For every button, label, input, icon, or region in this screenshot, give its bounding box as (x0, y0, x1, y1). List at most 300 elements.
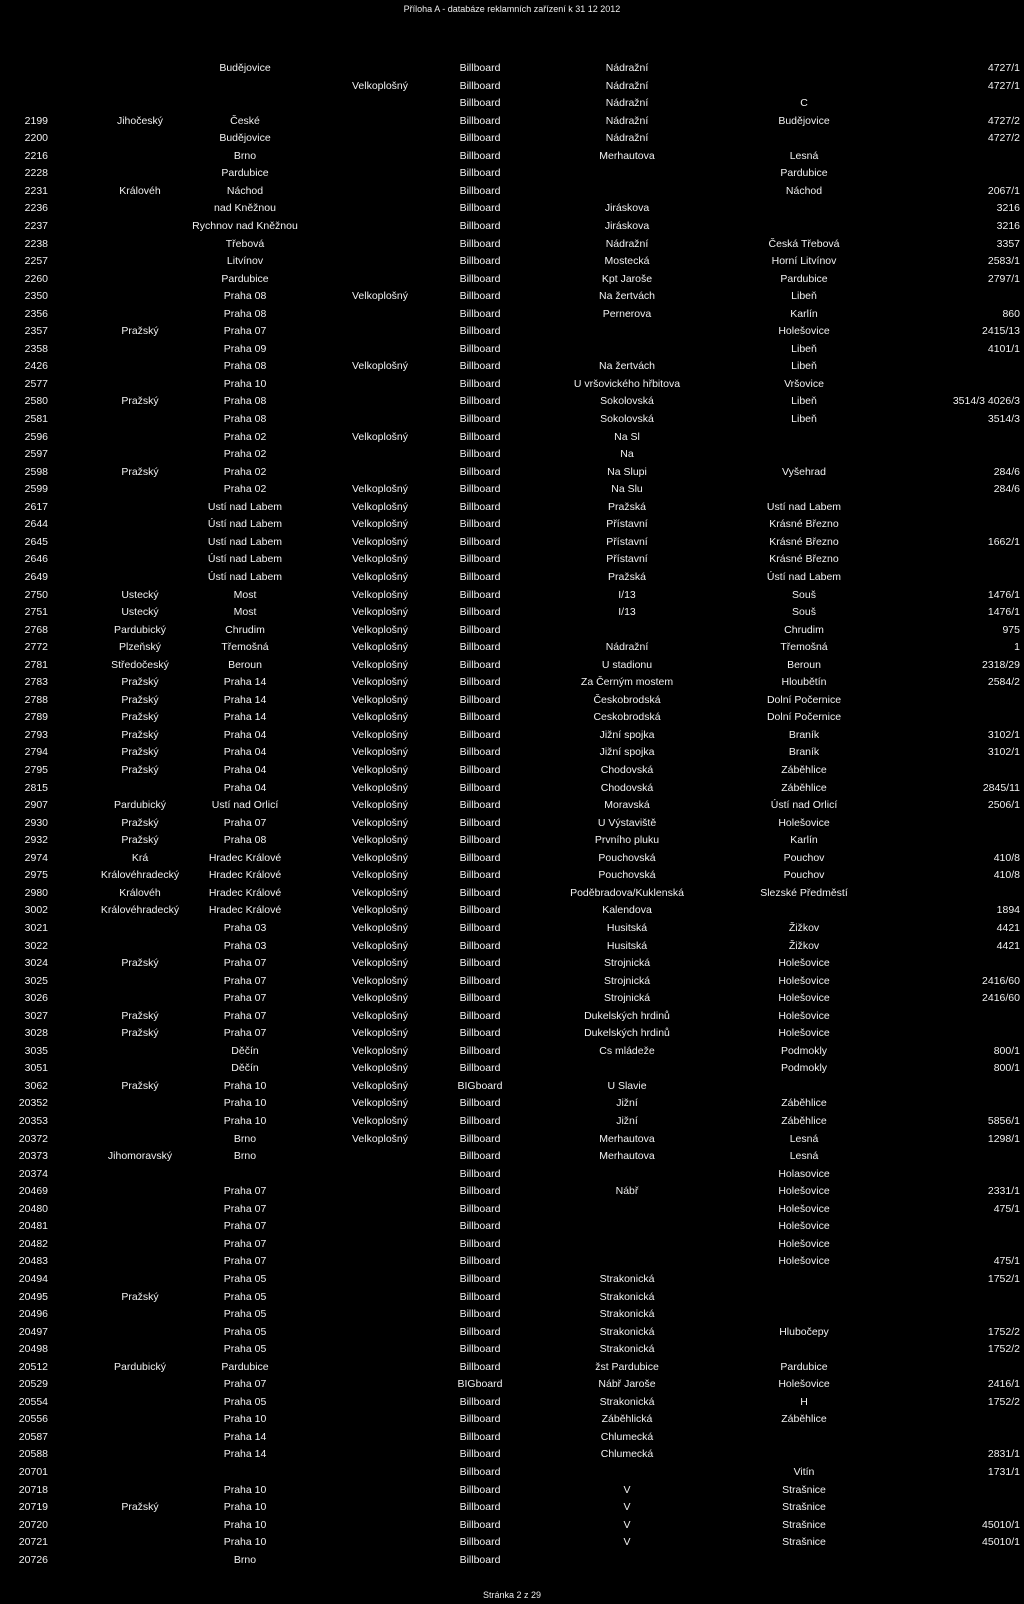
cell-parcel-number: 3216 (996, 202, 1020, 215)
cell-device-type: Billboard (459, 764, 501, 776)
cell-street: Jižní spojka (599, 728, 655, 741)
cell-city: Praha 10 (223, 1115, 267, 1127)
cell-size-type: Velkoplošný (351, 816, 409, 829)
cell-district: Holešovice (778, 957, 830, 970)
cell-device-type: Billboard (459, 957, 501, 970)
cell-region: Pražský (121, 728, 159, 741)
cell-device-type: Billboard (459, 799, 501, 812)
cell-city: Praha 07 (223, 1255, 267, 1268)
cell-size-type: Velkoplošný (351, 799, 409, 812)
cell-city: Praha 07 (223, 1378, 267, 1391)
cell-district: Ustí nad Labem (766, 500, 842, 513)
cell-row-id: 2228 (24, 167, 48, 180)
cell-region: Pražský (121, 395, 159, 408)
cell-city: Praha 09 (223, 342, 267, 355)
cell-district: Holešovice (778, 974, 830, 987)
cell-street: Pernerova (602, 307, 652, 320)
cell-row-id: 2356 (24, 307, 48, 320)
cell-device-type: Billboard (459, 781, 501, 794)
cell-device-type: Billboard (459, 395, 501, 408)
cell-size-type: Velkoplošný (351, 869, 409, 882)
cell-district: Lesná (789, 149, 819, 162)
cell-district: Dolní Počernice (766, 693, 842, 706)
cell-device-type: BIGboard (457, 1079, 503, 1092)
cell-city: Brno (233, 149, 257, 162)
cell-device-type: Billboard (459, 237, 501, 250)
cell-city: Praha 10 (223, 1518, 267, 1531)
cell-street: V (623, 1483, 631, 1496)
cell-parcel-number: 975 (1002, 623, 1020, 636)
cell-device-type: Billboard (459, 1430, 501, 1443)
cell-row-id: 3022 (24, 939, 48, 952)
cell-street: V (623, 1518, 631, 1531)
cell-size-type: Velkoplošný (351, 921, 409, 934)
cell-street: Kpt Jaroše (601, 272, 653, 285)
cell-row-id: 20497 (18, 1325, 48, 1338)
cell-parcel-number: 4421 (996, 921, 1020, 934)
cell-device-type: Billboard (459, 1448, 501, 1461)
cell-region: Pražský (121, 1027, 159, 1040)
cell-row-id: 20494 (18, 1272, 48, 1285)
cell-parcel-number: 284/6 (993, 465, 1020, 478)
cell-device-type: Billboard (459, 1483, 501, 1496)
cell-row-id: 20587 (18, 1430, 48, 1443)
cell-device-type: Billboard (459, 184, 501, 197)
cell-street: Nádražní (605, 114, 649, 127)
cell-device-type: Billboard (459, 535, 501, 548)
cell-parcel-number: 3102/1 (987, 746, 1020, 759)
cell-row-id: 2645 (24, 535, 48, 548)
cell-city: Brno (233, 1553, 257, 1566)
cell-street: V (623, 1501, 631, 1514)
cell-city: Třemošná (221, 641, 269, 654)
cell-region: Královéhradecký (100, 904, 180, 917)
cell-city: Děčín (231, 1044, 259, 1057)
cell-district: Holešovice (778, 1185, 830, 1198)
cell-street: Strakonická (599, 1308, 655, 1321)
cell-row-id: 20481 (18, 1220, 48, 1233)
cell-street: Dukelských hrdinů (584, 1009, 670, 1022)
cell-device-type: Billboard (459, 149, 501, 162)
cell-size-type: Velkoplošný (351, 904, 409, 917)
cell-row-id: 2236 (24, 202, 48, 215)
cell-city: Praha 10 (223, 1536, 267, 1549)
cell-device-type: Billboard (459, 114, 501, 127)
cell-city: Praha 08 (223, 834, 267, 847)
cell-district: Třemošná (780, 641, 828, 654)
cell-row-id: 2358 (24, 342, 48, 355)
cell-parcel-number: 1 (1014, 641, 1020, 654)
cell-row-id: 20721 (18, 1536, 48, 1549)
cell-row-id: 2357 (24, 325, 48, 338)
cell-city: Most (233, 588, 257, 601)
cell-district: Holešovice (778, 1027, 830, 1040)
cell-row-id: 3035 (24, 1044, 48, 1057)
cell-city: Praha 10 (223, 1097, 267, 1110)
cell-street: Na Slupi (607, 465, 647, 478)
cell-parcel-number: 4727/1 (987, 62, 1020, 74)
cell-city: Praha 14 (223, 711, 267, 724)
cell-device-type: Billboard (459, 1272, 501, 1285)
cell-row-id: 2199 (24, 114, 48, 127)
cell-row-id: 3026 (24, 992, 48, 1005)
cell-district: Holešovice (778, 1009, 830, 1022)
cell-size-type: Velkoplošný (351, 939, 409, 952)
cell-street: Nádražní (605, 62, 649, 74)
cell-street: Moravská (604, 799, 650, 812)
cell-row-id: 20495 (18, 1290, 48, 1303)
cell-size-type: Velkoplošný (351, 500, 409, 513)
cell-device-type: Billboard (459, 1167, 501, 1180)
cell-parcel-number: 2416/60 (982, 992, 1020, 1005)
cell-device-type: Billboard (459, 1290, 501, 1303)
cell-row-id: 20480 (18, 1202, 48, 1215)
cell-district: Pardubice (780, 167, 828, 180)
cell-row-id: 3024 (24, 957, 48, 970)
cell-size-type: Velkoplošný (351, 290, 409, 303)
cell-device-type: Billboard (459, 1553, 501, 1566)
cell-device-type: Billboard (459, 1360, 501, 1373)
cell-region: Pardubický (114, 799, 166, 812)
cell-size-type: Velkoplošný (351, 992, 409, 1005)
cell-district: Hloubětín (781, 676, 827, 689)
cell-row-id: 3002 (24, 904, 48, 917)
cell-city: Praha 10 (223, 1079, 267, 1092)
cell-row-id: 2750 (24, 588, 48, 601)
cell-size-type: Velkoplošný (351, 606, 409, 619)
cell-device-type: Billboard (459, 641, 501, 654)
cell-street: Českobrodská (593, 693, 661, 706)
cell-city: Litvínov (226, 255, 264, 268)
cell-city: Praha 10 (223, 377, 267, 390)
cell-region: Pražský (121, 746, 159, 759)
cell-parcel-number: 3514/3 4026/3 (952, 395, 1020, 408)
cell-street: Jižní (616, 1115, 638, 1127)
cell-row-id: 2815 (24, 781, 48, 794)
cell-region: Krá (131, 851, 149, 864)
cell-row-id: 20498 (18, 1343, 48, 1356)
cell-parcel-number: 2415/13 (982, 325, 1020, 338)
cell-device-type: Billboard (459, 272, 501, 285)
cell-district: Budějovice (778, 114, 830, 127)
cell-street: Husitská (606, 921, 648, 934)
cell-district: Holešovice (778, 1237, 830, 1250)
cell-parcel-number: 475/1 (993, 1202, 1020, 1215)
cell-row-id: 20374 (18, 1167, 48, 1180)
cell-street: Jižní (616, 1097, 638, 1110)
cell-device-type: Billboard (459, 1255, 501, 1268)
cell-city: Hradec Králové (208, 904, 282, 917)
cell-district: Žižkov (788, 939, 820, 952)
cell-city: Děčín (231, 1062, 259, 1075)
cell-city: Praha 03 (223, 939, 267, 952)
cell-row-id: 2907 (24, 799, 48, 812)
cell-device-type: Billboard (459, 167, 501, 180)
cell-size-type: Velkoplošný (351, 1027, 409, 1040)
cell-city: Budějovice (219, 62, 271, 74)
cell-parcel-number: 410/8 (993, 851, 1020, 864)
cell-row-id: 2597 (24, 448, 48, 461)
cell-device-type: Billboard (459, 62, 501, 74)
cell-device-type: Billboard (459, 219, 501, 232)
cell-device-type: Billboard (459, 1343, 501, 1356)
cell-size-type: Velkoplošný (351, 1062, 409, 1075)
cell-device-type: Billboard (459, 869, 501, 882)
cell-row-id: 2599 (24, 483, 48, 496)
cell-parcel-number: 284/6 (993, 483, 1020, 496)
cell-region: Plzeňský (118, 641, 161, 654)
cell-parcel-number: 1298/1 (987, 1132, 1020, 1145)
cell-city: Hradec Králové (208, 869, 282, 882)
cell-street: Poděbradova/Kuklenská (570, 886, 684, 899)
cell-row-id: 2768 (24, 623, 48, 636)
cell-device-type: Billboard (459, 465, 501, 478)
cell-size-type: Velkoplošný (351, 1009, 409, 1022)
cell-city: Ústí nad Labem (207, 518, 283, 531)
cell-size-type: Velkoplošný (351, 728, 409, 741)
cell-parcel-number: 1476/1 (987, 606, 1020, 619)
cell-street: Jiráskova (604, 202, 650, 215)
cell-street: V (623, 1536, 631, 1549)
cell-device-type: Billboard (459, 974, 501, 987)
cell-region: Pražský (121, 957, 159, 970)
cell-row-id: 2237 (24, 219, 48, 232)
cell-city: Praha 08 (223, 307, 267, 320)
cell-device-type: Billboard (459, 1202, 501, 1215)
cell-city: Praha 10 (223, 1501, 267, 1514)
cell-street: Sokolovská (600, 413, 654, 425)
cell-size-type: Velkoplošný (351, 641, 409, 654)
cell-region: Pražský (121, 325, 159, 338)
cell-device-type: Billboard (459, 1325, 501, 1338)
cell-size-type: Velkoplošný (351, 1115, 409, 1127)
page-footer: Stránka 2 z 29 (482, 1590, 542, 1600)
cell-city: Brno (233, 1150, 257, 1163)
cell-row-id: 2932 (24, 834, 48, 847)
cell-street: žst Pardubice (595, 1360, 659, 1373)
cell-row-id: 2598 (24, 465, 48, 478)
cell-device-type: Billboard (459, 1044, 501, 1057)
cell-district: Libeň (791, 395, 817, 408)
cell-size-type: Velkoplošný (351, 957, 409, 970)
cell-device-type: Billboard (459, 202, 501, 215)
cell-district: Záběhlice (781, 1413, 827, 1426)
cell-device-type: Billboard (459, 413, 501, 425)
cell-city: Ustí nad Labem (207, 535, 283, 548)
cell-street: Záběhlická (601, 1413, 653, 1426)
cell-device-type: Billboard (459, 746, 501, 759)
cell-device-type: Billboard (459, 728, 501, 741)
cell-city: Praha 07 (223, 1237, 267, 1250)
cell-row-id: 20720 (18, 1518, 48, 1531)
cell-row-id: 2974 (24, 851, 48, 864)
cell-row-id: 3051 (24, 1062, 48, 1075)
cell-region: Pražský (121, 1501, 159, 1514)
cell-row-id: 20469 (18, 1185, 48, 1198)
cell-row-id: 20701 (18, 1466, 48, 1478)
cell-parcel-number: 2831/1 (987, 1448, 1020, 1461)
cell-district: Vršovice (784, 377, 824, 390)
cell-city: Praha 08 (223, 290, 267, 303)
cell-parcel-number: 475/1 (993, 1255, 1020, 1268)
cell-district: Beroun (787, 658, 821, 671)
cell-street: Kalendova (602, 904, 652, 917)
cell-device-type: Billboard (459, 342, 501, 355)
cell-device-type: Billboard (459, 1009, 501, 1022)
cell-street: Prvního pluku (594, 834, 660, 847)
cell-region: Ustecký (121, 588, 159, 601)
cell-row-id: 20726 (18, 1553, 48, 1566)
cell-street: Strojnická (603, 992, 651, 1005)
cell-district: Ústí nad Orlicí (770, 799, 838, 812)
cell-district: Podmokly (780, 1062, 828, 1075)
cell-size-type: Velkoplošný (351, 851, 409, 864)
cell-device-type: Billboard (459, 448, 501, 461)
cell-city: Beroun (228, 658, 262, 671)
cell-parcel-number: 4727/2 (987, 132, 1020, 145)
cell-row-id: 3027 (24, 1009, 48, 1022)
cell-device-type: Billboard (459, 360, 501, 373)
cell-district: Strašnice (782, 1501, 826, 1514)
cell-city: Praha 14 (223, 1448, 267, 1461)
cell-row-id: 20719 (18, 1501, 48, 1514)
cell-city: Praha 07 (223, 1220, 267, 1233)
cell-parcel-number: 2845/11 (982, 781, 1020, 794)
cell-device-type: Billboard (459, 1237, 501, 1250)
cell-district: Pardubice (780, 272, 828, 285)
cell-district: Holešovice (778, 325, 830, 338)
cell-city: Ustí nad Labem (207, 500, 283, 513)
cell-city: Praha 14 (223, 676, 267, 689)
cell-district: Hlubočepy (779, 1325, 829, 1338)
cell-city: Ustí nad Orlicí (211, 799, 279, 812)
cell-region: Pražský (121, 711, 159, 724)
cell-street: Strakonická (599, 1343, 655, 1356)
cell-city: Ústí nad Labem (207, 553, 283, 566)
cell-street: Nádražní (605, 132, 649, 145)
cell-device-type: Billboard (459, 1395, 501, 1408)
cell-district: Krásné Březno (769, 518, 839, 531)
cell-row-id: 2581 (24, 413, 48, 425)
cell-city: Praha 05 (223, 1395, 267, 1408)
cell-row-id: 3028 (24, 1027, 48, 1040)
cell-city: Praha 10 (223, 1413, 267, 1426)
cell-row-id: 2257 (24, 255, 48, 268)
cell-city: Praha 14 (223, 1430, 267, 1443)
cell-parcel-number: 1752/2 (987, 1395, 1020, 1408)
cell-parcel-number: 2318/29 (982, 658, 1020, 671)
cell-city: Praha 04 (223, 781, 267, 794)
cell-street: U vršovického hřbitova (573, 377, 681, 390)
cell-row-id: 3021 (24, 921, 48, 934)
cell-parcel-number: 3216 (996, 219, 1020, 232)
cell-district: Libeň (791, 360, 817, 373)
cell-device-type: Billboard (459, 430, 501, 443)
cell-city: Praha 05 (223, 1290, 267, 1303)
cell-parcel-number: 2797/1 (987, 272, 1020, 285)
cell-parcel-number: 1662/1 (987, 535, 1020, 548)
cell-row-id: 2781 (24, 658, 48, 671)
cell-region: Pražský (121, 1079, 159, 1092)
cell-city: České (230, 114, 260, 127)
cell-city: Praha 05 (223, 1272, 267, 1285)
cell-city: Praha 08 (223, 395, 267, 408)
cell-street: Merhautova (599, 1150, 655, 1163)
cell-size-type: Velkoplošný (351, 711, 409, 724)
cell-device-type: Billboard (459, 693, 501, 706)
cell-street: U Slavie (607, 1079, 647, 1092)
cell-district: Česká Třebová (768, 237, 840, 250)
cell-device-type: Billboard (459, 886, 501, 899)
cell-street: Za Černým mostem (580, 676, 674, 689)
cell-row-id: 2238 (24, 237, 48, 250)
cell-city: Praha 07 (223, 1027, 267, 1040)
cell-district: Souš (792, 588, 816, 601)
cell-parcel-number: 45010/1 (982, 1518, 1020, 1531)
cell-parcel-number: 4101/1 (987, 342, 1020, 355)
cell-district: Pouchov (783, 851, 825, 864)
cell-district: Libeň (791, 290, 817, 303)
cell-city: Praha 07 (223, 816, 267, 829)
cell-district: Braník (788, 728, 820, 741)
cell-street: Nádražní (605, 79, 649, 92)
cell-district: Pardubice (780, 1360, 828, 1373)
cell-size-type: Velkoplošný (351, 834, 409, 847)
cell-row-id: 3025 (24, 974, 48, 987)
cell-region: Pardubický (114, 1360, 166, 1373)
cell-city: Praha 07 (223, 1202, 267, 1215)
cell-city: Rychnov nad Kněžnou (192, 219, 298, 232)
cell-device-type: Billboard (459, 483, 501, 496)
cell-device-type: Billboard (459, 851, 501, 864)
cell-district: Vitín (793, 1466, 815, 1478)
cell-device-type: Billboard (459, 1185, 501, 1198)
cell-district: C (800, 97, 808, 110)
cell-district: Souš (792, 606, 816, 619)
cell-parcel-number: 800/1 (993, 1044, 1020, 1057)
cell-region: Ustecký (121, 606, 159, 619)
cell-city: Praha 14 (223, 693, 267, 706)
cell-parcel-number: 4727/2 (987, 114, 1020, 127)
cell-row-id: 2350 (24, 290, 48, 303)
cell-street: I/13 (618, 588, 636, 601)
cell-row-id: 20352 (18, 1097, 48, 1110)
cell-row-id: 2596 (24, 430, 48, 443)
cell-region: Pražský (121, 693, 159, 706)
cell-parcel-number: 800/1 (993, 1062, 1020, 1075)
cell-region: Středočeský (111, 658, 169, 671)
cell-city: Hradec Králové (208, 886, 282, 899)
cell-size-type: Velkoplošný (351, 1132, 409, 1145)
cell-street: Přístavní (606, 518, 648, 531)
cell-device-type: Billboard (459, 1536, 501, 1549)
cell-row-id: 2975 (24, 869, 48, 882)
cell-parcel-number: 4421 (996, 939, 1020, 952)
cell-region: Pražský (121, 465, 159, 478)
cell-district: Karlín (790, 307, 818, 320)
cell-row-id: 2231 (24, 184, 48, 197)
cell-city: Budějovice (219, 132, 271, 145)
cell-street: Chlumecká (600, 1448, 654, 1461)
cell-parcel-number: 1752/2 (987, 1343, 1020, 1356)
cell-row-id: 20718 (18, 1483, 48, 1496)
cell-device-type: Billboard (459, 377, 501, 390)
cell-device-type: Billboard (459, 623, 501, 636)
cell-district: Slezské Předměstí (760, 886, 848, 899)
cell-street: Pouchovská (598, 869, 656, 882)
cell-street: Chodovská (600, 781, 654, 794)
cell-row-id: 2646 (24, 553, 48, 566)
